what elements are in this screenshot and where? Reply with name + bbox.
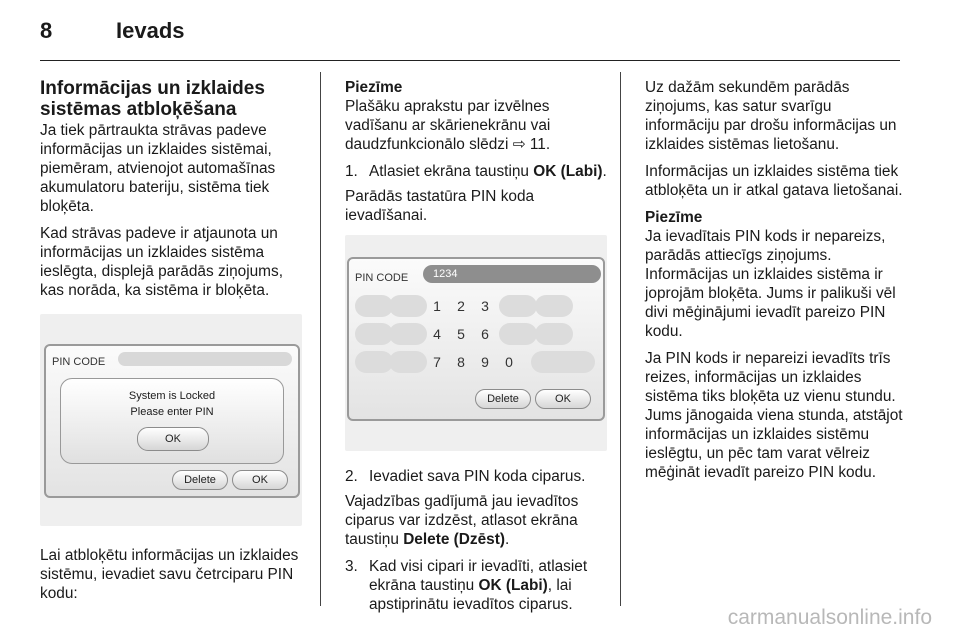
section-heading: Informācijas un izklaides sistēmas atbloķēšana xyxy=(40,78,265,120)
locked-message: System is Locked xyxy=(128,390,216,402)
blank-key xyxy=(389,295,427,317)
blank-key xyxy=(535,295,573,317)
step-number: 2. xyxy=(345,468,358,485)
step-number: 3. xyxy=(345,558,358,575)
note-text: Ja PIN kods ir nepareizi ievadīts trīs reizes, informācijas un izklaides sistēma tiks bloķēta uz vienu stundu. Jums jānogaida viena stunda, atstājot informācijas un izklaides sistēmu ieslēgtu, un pēc tam varat vēlreiz mēģināt ievadīt pareizo PIN kodu. xyxy=(645,350,903,481)
message-dialog xyxy=(60,378,284,464)
title-bar xyxy=(118,352,292,366)
header-rule xyxy=(40,60,900,61)
column-2 xyxy=(345,78,607,620)
blank-key xyxy=(531,351,595,373)
blank-key xyxy=(389,351,427,373)
pin-code-title: PIN CODE xyxy=(52,356,106,368)
note-text: Plašāku aprakstu par izvēlnes vadīšanu ar skārienekrānu vai daudzfunkcionālo slēdzi ⇨ 11. xyxy=(345,98,551,153)
locked-screen-figure xyxy=(40,314,302,526)
paragraph: Lai atbloķētu informācijas un izklaides sistēmu, ievadiet savu četrciparu PIN kodu: xyxy=(40,547,299,602)
key-2[interactable]: 2 xyxy=(457,298,465,314)
step-text: . xyxy=(602,163,607,180)
paragraph: Uz dažām sekundēm parādās ziņojums, kas satur svarīgu informāciju par drošu informācijas un izklaides sistēmas lietošanu. xyxy=(645,79,897,153)
column-1 xyxy=(40,78,306,611)
key-3[interactable]: 3 xyxy=(481,298,489,314)
step-text: , lai apstiprinātu ievadītos ciparus. xyxy=(369,577,573,613)
key-9[interactable]: 9 xyxy=(481,354,489,370)
step-2 xyxy=(345,467,607,486)
column-divider-1 xyxy=(320,72,321,606)
dialog-ok-button[interactable]: OK xyxy=(137,427,209,451)
note-text: Ja ievadītais PIN kods ir nepareizs, parādās attiecīgs ziņojums. Informācijas un izklaides sistēma ir joprojām bloķēta. Jums ir palikuši vēl divi mēģinājumi ievadīt pareizo PIN kodu. xyxy=(645,228,896,340)
step-1 xyxy=(345,162,607,181)
step-number: 1. xyxy=(345,163,358,180)
paragraph: Kad strāvas padeve ir atjaunota un informācijas un izklaides sistēma ieslēgta, displejā parādās ziņojums, kas norāda, ka sistēma ir bloķēta. xyxy=(40,225,283,299)
note-title: Piezīme xyxy=(645,209,703,226)
step-2-detail xyxy=(345,492,607,549)
column-3 xyxy=(645,78,907,490)
key-1[interactable]: 1 xyxy=(433,298,441,314)
note-title: Piezīme xyxy=(345,79,403,96)
key-7[interactable]: 7 xyxy=(433,354,441,370)
delete-button[interactable]: Delete xyxy=(475,389,531,409)
blank-key xyxy=(389,323,427,345)
watermark: carmanualsonline.info xyxy=(727,606,932,629)
key-8[interactable]: 8 xyxy=(457,354,465,370)
blank-key xyxy=(499,295,537,317)
paragraph: Ja tiek pārtraukta strāvas padeve informācijas un izklaides sistēmai, piemēram, atvienojot automašīnas akumulatoru bateriju, sistēma tiek bloķēta. xyxy=(40,122,276,215)
blank-key xyxy=(355,351,393,373)
blank-key xyxy=(355,323,393,345)
step-3 xyxy=(345,557,607,614)
paragraph: Informācijas un izklaides sistēma tiek atbloķēta un ir atkal gatava lietošanai. xyxy=(645,163,903,199)
blank-key xyxy=(535,323,573,345)
key-0[interactable]: 0 xyxy=(505,354,513,370)
step-text: Ievadiet sava PIN koda ciparus. xyxy=(369,468,586,485)
step-text: . xyxy=(504,531,510,548)
display-screen xyxy=(347,257,605,421)
pin-keypad-figure xyxy=(345,235,607,451)
step-text: Atlasiet ekrāna taustiņu xyxy=(369,163,534,180)
pin-code-title: PIN CODE xyxy=(355,272,409,284)
ok-button[interactable]: OK xyxy=(232,470,288,490)
step-text: Kad visi cipari ir ievadīti, atlasiet ekrāna taustiņu xyxy=(369,558,588,594)
key-6[interactable]: 6 xyxy=(481,326,489,342)
key-4[interactable]: 4 xyxy=(433,326,441,342)
key-5[interactable]: 5 xyxy=(457,326,465,342)
display-screen xyxy=(44,344,300,498)
enter-pin-message: Please enter PIN xyxy=(130,406,214,418)
ok-label: OK (Labi) xyxy=(478,577,548,594)
ok-label: OK (Labi) xyxy=(533,163,603,180)
blank-key xyxy=(499,323,537,345)
delete-button[interactable]: Delete xyxy=(172,470,228,490)
delete-label: Delete (Dzēst) xyxy=(403,531,505,548)
column-divider-2 xyxy=(620,72,621,606)
blank-key xyxy=(355,295,393,317)
page-title: Ievads xyxy=(116,18,185,43)
ok-button[interactable]: OK xyxy=(535,389,591,409)
step-1-detail: Parādās tastatūra PIN koda ievadīšanai. xyxy=(345,188,535,224)
pin-input[interactable]: 1234 xyxy=(423,265,601,283)
page-number: 8 xyxy=(40,18,53,43)
step-text: Vajadzības gadījumā jau ievadītos ciparus var izdzēst, atlasot ekrāna taustiņu xyxy=(345,493,579,548)
